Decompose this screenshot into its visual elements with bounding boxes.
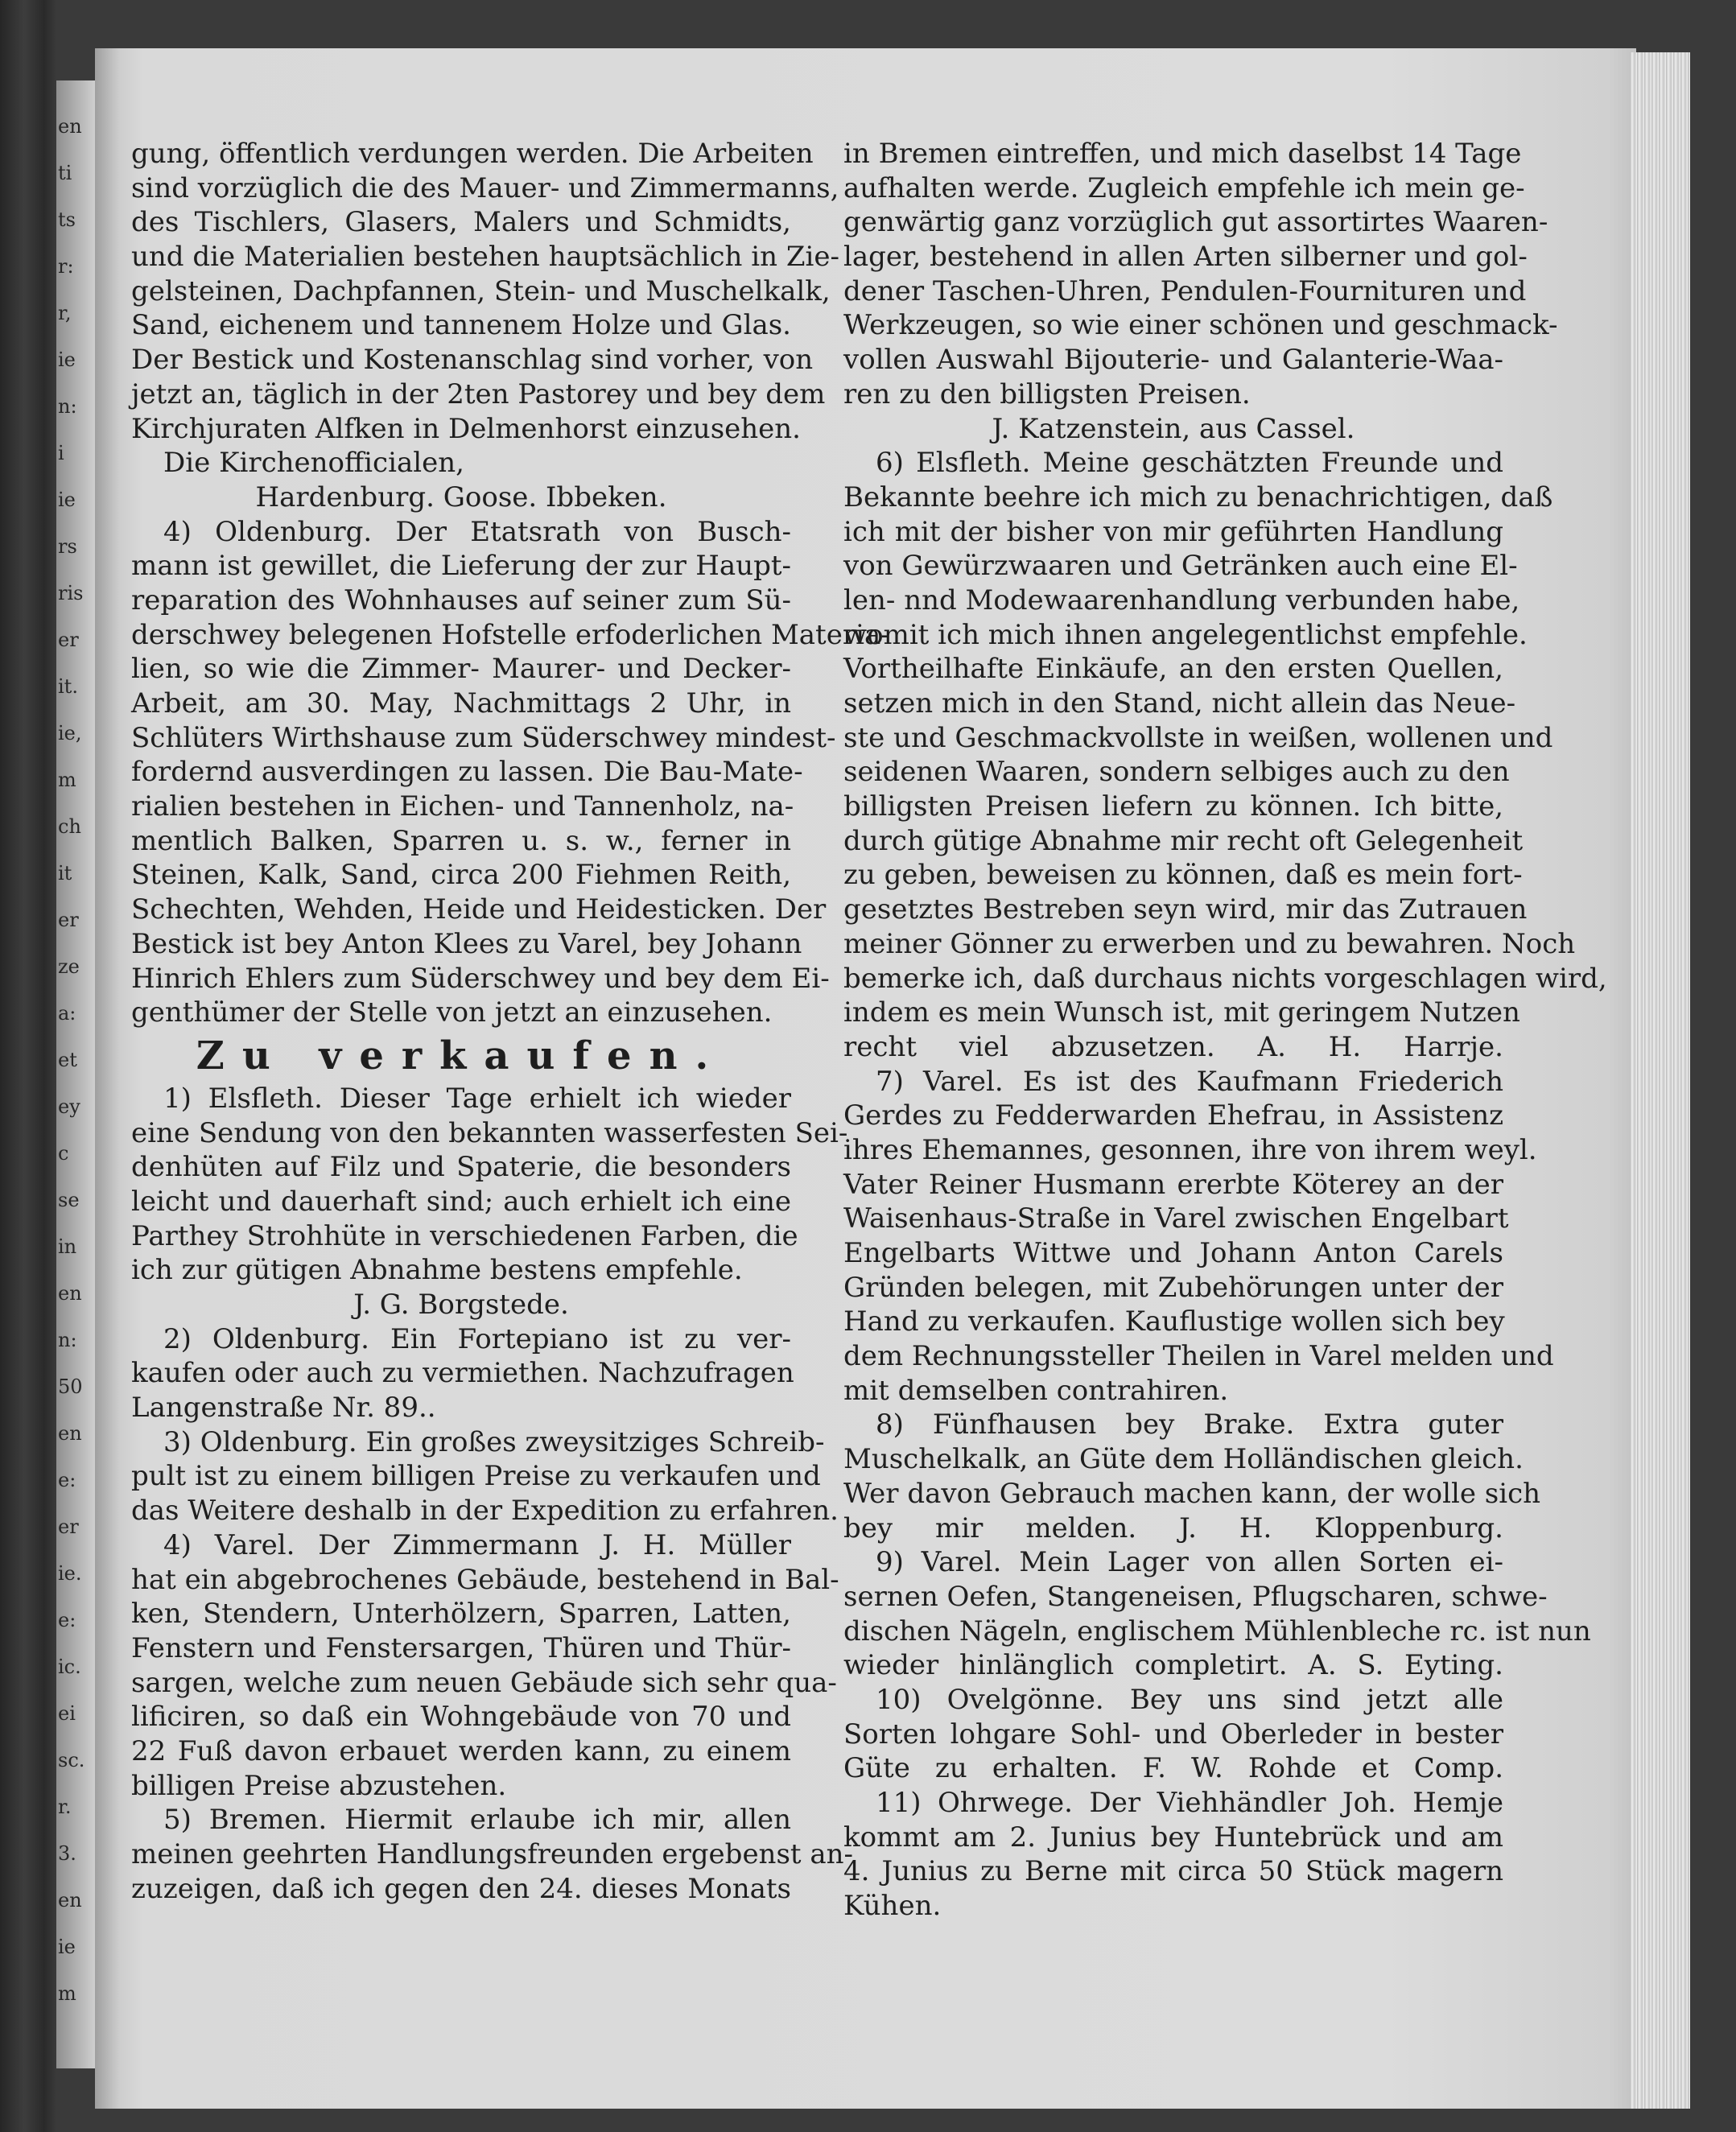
text-line: Sand, eichenem und tannenem Holze und Glas. [131,309,791,342]
text-line: billigsten Preisen liefern zu können. Ich bitte, [843,790,1503,823]
margin-fragment: ie [58,489,76,511]
text-line: zuzeigen, daß ich gegen den 24. dieses Monats [131,1872,791,1905]
facing-page-edge [56,80,95,2068]
margin-fragment: ie. [58,1562,82,1585]
text-line: Steinen, Kalk, Sand, circa 200 Fiehmen Reith, [131,859,791,892]
text-line: Schlüters Wirthshause zum Süderschwey mindest- [131,721,836,754]
text-line: reparation des Wohnhauses auf seiner zum Sü- [131,584,791,617]
margin-fragment: er [58,1515,79,1538]
text-line: Gründen belegen, mit Zubehörungen unter der [843,1271,1503,1304]
text-line: Die Kirchenofficialen, [163,447,464,480]
text-line: denhüten auf Filz und Spaterie, die besonders [131,1151,791,1184]
section-heading: Zu verkaufen. [196,1033,727,1078]
text-line: gung, öffentlich verdungen werden. Die Arbeiten [131,138,814,170]
margin-fragment: ie [58,1936,76,1958]
text-line: von Gewürzwaaren und Getränken auch eine El- [843,550,1518,583]
text-line: billigen Preise abzustehen. [131,1769,507,1802]
margin-fragment: en [58,115,82,138]
text-line: indem es mein Wunsch ist, mit geringem Nutzen [843,996,1520,1029]
text-line: J. Katzenstein, aus Cassel. [992,412,1355,445]
margin-fragment: ey [58,1095,80,1118]
text-line: Arbeit, am 30. May, Nachmittags 2 Uhr, in [131,687,791,720]
text-line: rialien bestehen in Eichen- und Tannenholz, na- [131,790,794,823]
text-line: Bekannte beehre ich mich zu benachrichtigen, daß [843,480,1553,513]
text-line: lager, bestehend in allen Arten silberner und gol- [843,241,1528,274]
text-line: Wer davon Gebrauch machen kann, der wolle sich [843,1477,1541,1510]
margin-fragment: en [58,1422,82,1445]
text-line: derschwey belegenen Hofstelle erfoderlichen Materia- [131,618,890,651]
margin-fragment: rs [58,535,77,558]
text-line: gelsteinen, Dachpfannen, Stein- und Muschelkalk, [131,274,831,307]
text-line: Muschelkalk, an Güte dem Holländischen gleich. [843,1443,1524,1476]
book-page [95,48,1636,2109]
text-line: Werkzeugen, so wie einer schönen und geschmack- [843,309,1558,342]
text-line: sind vorzüglich die des Mauer- und Zimmermanns, [131,171,839,204]
text-line: 10) Ovelgönne. Bey uns sind jetzt alle [876,1683,1503,1716]
text-line: 2) Oldenburg. Ein Fortepiano ist zu ver- [163,1322,791,1355]
text-line: 4) Oldenburg. Der Etatsrath von Busch- [163,515,791,548]
text-line: sernen Oefen, Stangeneisen, Pflugscharen, schwe- [843,1580,1548,1613]
text-line: Hand zu verkaufen. Kauflustige wollen sich bey [843,1305,1505,1338]
text-line: seidenen Waaren, sondern selbiges auch zu den [843,756,1510,789]
text-line: Bestick ist bey Anton Klees zu Varel, bey Johann [131,927,802,960]
margin-fragment: ze [58,955,80,978]
margin-fragment: m [58,769,76,791]
margin-fragment: ris [58,582,84,604]
text-line: len- nnd Modewaarenhandlung verbunden habe, [843,584,1520,617]
text-line: lien, so wie die Zimmer- Maurer- und Decker- [131,653,791,686]
text-line: 6) Elsfleth. Meine geschätzten Freunde und [876,447,1503,480]
text-line: genwärtig ganz vorzüglich gut assortirtes Waaren- [843,206,1548,239]
text-line: 11) Ohrwege. Der Viehhändler Joh. Hemje [876,1787,1503,1819]
text-line: pult ist zu einem billigen Preise zu verkaufen und [131,1460,821,1493]
text-line: Sorten lohgare Sohl- und Oberleder in bester [843,1718,1503,1751]
text-line: dischen Nägeln, englischem Mühlenbleche rc. ist nun [843,1614,1591,1647]
text-line: ich mit der bisher von mir geführten Handlung [843,515,1503,548]
margin-fragment: r: [58,255,74,278]
text-line: meinen geehrten Handlungsfreunden ergebenst an- [131,1838,854,1870]
text-line: Kühen. [843,1890,942,1923]
text-line: 4) Varel. Der Zimmermann J. H. Müller [163,1528,791,1561]
text-line: ken, Stendern, Unterhölzern, Sparren, Latten, [131,1598,791,1631]
text-line: Hinrich Ehlers zum Süderschwey und bey dem Ei- [131,962,830,995]
text-line: 8) Fünfhausen bey Brake. Extra guter [876,1408,1503,1441]
text-line: 1) Elsfleth. Dieser Tage erhielt ich wieder [163,1082,791,1115]
text-line: bemerke ich, daß durchaus nichts vorgeschlagen wird, [843,962,1607,995]
text-line: 3) Oldenburg. Ein großes zweysitziges Schreib- [163,1425,825,1458]
margin-fragment: er [58,909,79,931]
margin-fragment: n: [58,1329,77,1351]
margin-fragment: e: [58,1609,76,1631]
text-line: wieder hinlänglich completirt. A. S. Eyting. [843,1649,1503,1682]
text-line: Parthey Strohhüte in verschiedenen Farben, die [131,1219,798,1252]
text-line: 4. Junius zu Berne mit circa 50 Stück magern [843,1855,1503,1888]
text-line: ich zur gütigen Abnahme bestens empfehle. [131,1254,743,1287]
page-edges [1630,52,1690,2109]
margin-fragment: ti [58,162,72,184]
margin-fragment: r, [58,302,72,324]
text-line: Schechten, Wehden, Heide und Heidesticken. Der [131,893,827,926]
margin-fragment: a: [58,1002,76,1025]
text-line: Kirchjuraten Alfken in Delmenhorst einzusehen. [131,412,801,445]
text-line: kommt am 2. Junius bey Huntebrück und am [843,1821,1503,1854]
margin-fragment: ch [58,815,81,838]
margin-fragment: ei [58,1702,76,1725]
margin-fragment: ic. [58,1656,81,1678]
text-line: Gerdes zu Fedderwarden Ehefrau, in Assistenz [843,1099,1503,1132]
margin-fragment: et [58,1049,77,1071]
text-line: mentlich Balken, Sparren u. s. w., ferner in [131,824,791,857]
text-line: ren zu den billigsten Preisen. [843,377,1251,410]
margin-fragment: ie, [58,722,82,744]
margin-fragment: c [58,1142,69,1165]
text-line: 7) Varel. Es ist des Kaufmann Friederich [876,1065,1503,1098]
text-line: setzen mich in den Stand, nicht allein das Neue- [843,687,1516,720]
margin-fragment: it [58,862,72,885]
text-line: 5) Bremen. Hiermit erlaube ich mir, allen [163,1804,791,1837]
margin-fragment: ts [58,208,76,231]
text-line: das Weitere deshalb in der Expedition zu erfahren. [131,1495,839,1528]
text-line: zu geben, beweisen zu können, daß es mein fort- [843,859,1523,892]
text-line: gesetztes Bestreben seyn wird, mir das Zutrauen [843,893,1528,926]
text-line: eine Sendung von den bekannten wasserfesten Sei- [131,1116,848,1149]
margin-fragment: 50 [58,1375,83,1398]
text-line: vollen Auswahl Bijouterie- und Galanterie-Waa- [843,344,1503,377]
text-line: mann ist gewillet, die Lieferung der zur Haupt- [131,550,791,583]
margin-fragment: se [58,1189,80,1211]
text-line: ste und Geschmackvollste in weißen, wollenen und [843,721,1553,754]
text-line: des Tischlers, Glasers, Malers und Schmidts, [131,206,791,239]
text-line: womit ich mich ihnen angelegentlichst empfehle. [843,618,1528,651]
text-line: ihres Ehemannes, gesonnen, ihre von ihrem weyl. [843,1133,1537,1166]
text-line: fordernd ausverdingen zu lassen. Die Bau-Mate- [131,756,803,789]
text-line: Der Bestick und Kostenanschlag sind vorher, von [131,344,814,377]
text-line: leicht und dauerhaft sind; auch erhielt ich eine [131,1185,791,1218]
right-text-column [843,137,1607,1924]
text-line: mit demselben contrahiren. [843,1374,1229,1407]
margin-fragment: sc. [58,1749,85,1771]
margin-fragment: e: [58,1469,76,1491]
text-line: genthümer der Stelle von jetzt an einzusehen. [131,996,773,1029]
margin-fragment: ie [58,348,76,371]
text-line: Vortheilhafte Einkäufe, an den ersten Quellen, [843,653,1503,686]
margin-fragment: i [58,442,64,464]
text-line: 22 Fuß davon erbauet werden kann, zu einem [131,1734,791,1767]
text-line: Hardenburg. Goose. Ibbeken. [255,480,667,513]
text-line: durch gütige Abnahme mir recht oft Gelegenheit [843,824,1524,857]
text-line: Vater Reiner Husmann ererbte Köterey an der [843,1168,1503,1201]
margin-fragment: m [58,1982,76,2005]
margin-fragment: en [58,1282,82,1305]
text-line: kaufen oder auch zu vermiethen. Nachzufragen [131,1357,794,1390]
margin-fragment: en [58,1889,82,1911]
text-line: recht viel abzusetzen. A. H. Harrje. [843,1030,1503,1063]
text-line: 9) Varel. Mein Lager von allen Sorten ei- [876,1546,1503,1579]
margin-fragment: in [58,1235,77,1258]
text-line: J. G. Borgstede. [353,1289,569,1321]
margin-fragment: n: [58,395,77,418]
margin-fragment: 3. [58,1842,76,1865]
text-line: sargen, welche zum neuen Gebäude sich sehr qua- [131,1666,837,1699]
text-line: Waisenhaus-Straße in Varel zwischen Engelbart [843,1202,1509,1235]
text-line: Langenstraße Nr. 89.. [131,1392,436,1425]
margin-fragment: er [58,629,79,651]
text-line: lificiren, so daß ein Wohngebäude von 70 und [131,1701,791,1734]
text-line: aufhalten werde. Zugleich empfehle ich mein ge- [843,171,1525,204]
text-line: Güte zu erhalten. F. W. Rohde et Comp. [843,1752,1503,1785]
margin-fragment: r. [58,1796,72,1818]
text-line: Engelbarts Wittwe und Johann Anton Carels [843,1237,1503,1269]
text-line: bey mir melden. J. H. Kloppenburg. [843,1511,1503,1544]
margin-fragment: it. [58,675,78,698]
text-line: Fenstern und Fenstersargen, Thüren und Thür- [131,1631,791,1664]
text-line: dener Taschen-Uhren, Pendulen-Fournituren und [843,274,1527,307]
left-text-column [131,137,890,1906]
text-line: meiner Gönner zu erwerben und zu bewahren. Noch [843,927,1576,960]
text-line: jetzt an, täglich in der 2ten Pastorey und bey dem [131,377,826,410]
text-line: und die Materialien bestehen hauptsächlich in Zie- [131,241,839,274]
text-line: dem Rechnungssteller Theilen in Varel melden und [843,1340,1554,1373]
text-line: hat ein abgebrochenes Gebäude, bestehend in Bal- [131,1563,839,1596]
text-line: in Bremen eintreffen, und mich daselbst 14 Tage [843,138,1522,170]
